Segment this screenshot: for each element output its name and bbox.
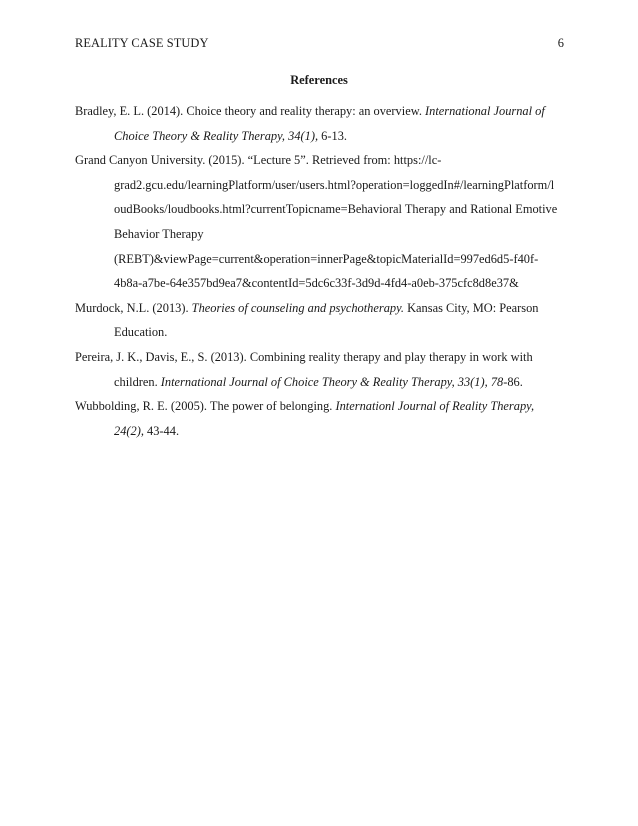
reference-list	[75, 99, 563, 443]
reference-text: grad2.gcu.edu/learningPlatform/user/users.html?operation=loggedIn#/learningPlatform/l	[114, 177, 555, 192]
reference-italic-text: 24(2),	[114, 423, 144, 438]
reference-text: 4b8a-a7be-64e357bd9ea7&contentId=5dc6c33f-3d9d-4fd4-a0eb-375cfc8d8e37&	[114, 276, 519, 291]
reference-text: Bradley, E. L. (2014). Choice theory and reality therapy: an overview.	[75, 104, 426, 118]
reference-text: children.	[114, 374, 161, 389]
reference-line	[75, 419, 563, 444]
reference-italic-text: International Journal of Choice Theory & Reality Therapy, 33(1), 78-	[160, 374, 508, 389]
reference-entry	[75, 296, 563, 345]
reference-line	[75, 320, 563, 345]
reference-text: 86.	[507, 374, 523, 389]
reference-line	[75, 247, 563, 272]
reference-italic-text: Internationl Journal of Reality Therapy,	[335, 399, 535, 414]
reference-text: Education.	[114, 325, 168, 340]
reference-entry	[75, 148, 563, 296]
reference-line	[75, 99, 563, 124]
running-head: REALITY CASE STUDY	[75, 36, 209, 50]
reference-line	[75, 394, 563, 419]
reference-entry	[75, 345, 563, 394]
reference-text: 6-13.	[318, 128, 347, 143]
reference-line	[75, 222, 563, 247]
page-number: 6	[557, 36, 564, 50]
reference-line	[75, 345, 563, 370]
reference-text: (REBT)&viewPage=current&operation=innerPage&topicMaterialId=997ed6d5-f40f-	[114, 251, 539, 266]
reference-line	[75, 124, 563, 149]
references-title: References	[290, 73, 348, 87]
reference-line	[75, 148, 563, 173]
reference-text: Wubbolding, R. E. (2005). The power of belonging.	[75, 399, 336, 414]
reference-line	[75, 296, 563, 321]
reference-italic-text: Theories of counseling and psychotherapy.	[191, 300, 405, 315]
reference-line	[75, 370, 563, 395]
reference-text: Grand Canyon University. (2015). “Lecture 5”. Retrieved from: https://lc-	[75, 153, 442, 168]
reference-text: Murdock, N.L. (2013).	[75, 300, 192, 315]
reference-entry	[75, 394, 563, 443]
reference-text: Kansas City, MO: Pearson	[404, 300, 539, 315]
reference-text: 43-44.	[143, 423, 180, 438]
reference-text: oudBooks/loudbooks.html?currentTopicname=Behavioral Therapy and Rational Emotive	[114, 202, 558, 217]
reference-line	[75, 173, 563, 198]
reference-text: Behavior Therapy	[114, 226, 204, 241]
reference-italic-text: Choice Theory & Reality Therapy, 34(1),	[114, 128, 319, 143]
reference-italic-text: International Journal of	[425, 104, 545, 118]
reference-line	[75, 197, 563, 222]
reference-line	[75, 271, 563, 296]
reference-entry	[75, 99, 563, 148]
reference-text: Pereira, J. K., Davis, E., S. (2013). Combining reality therapy and play therapy in work with	[75, 349, 533, 364]
